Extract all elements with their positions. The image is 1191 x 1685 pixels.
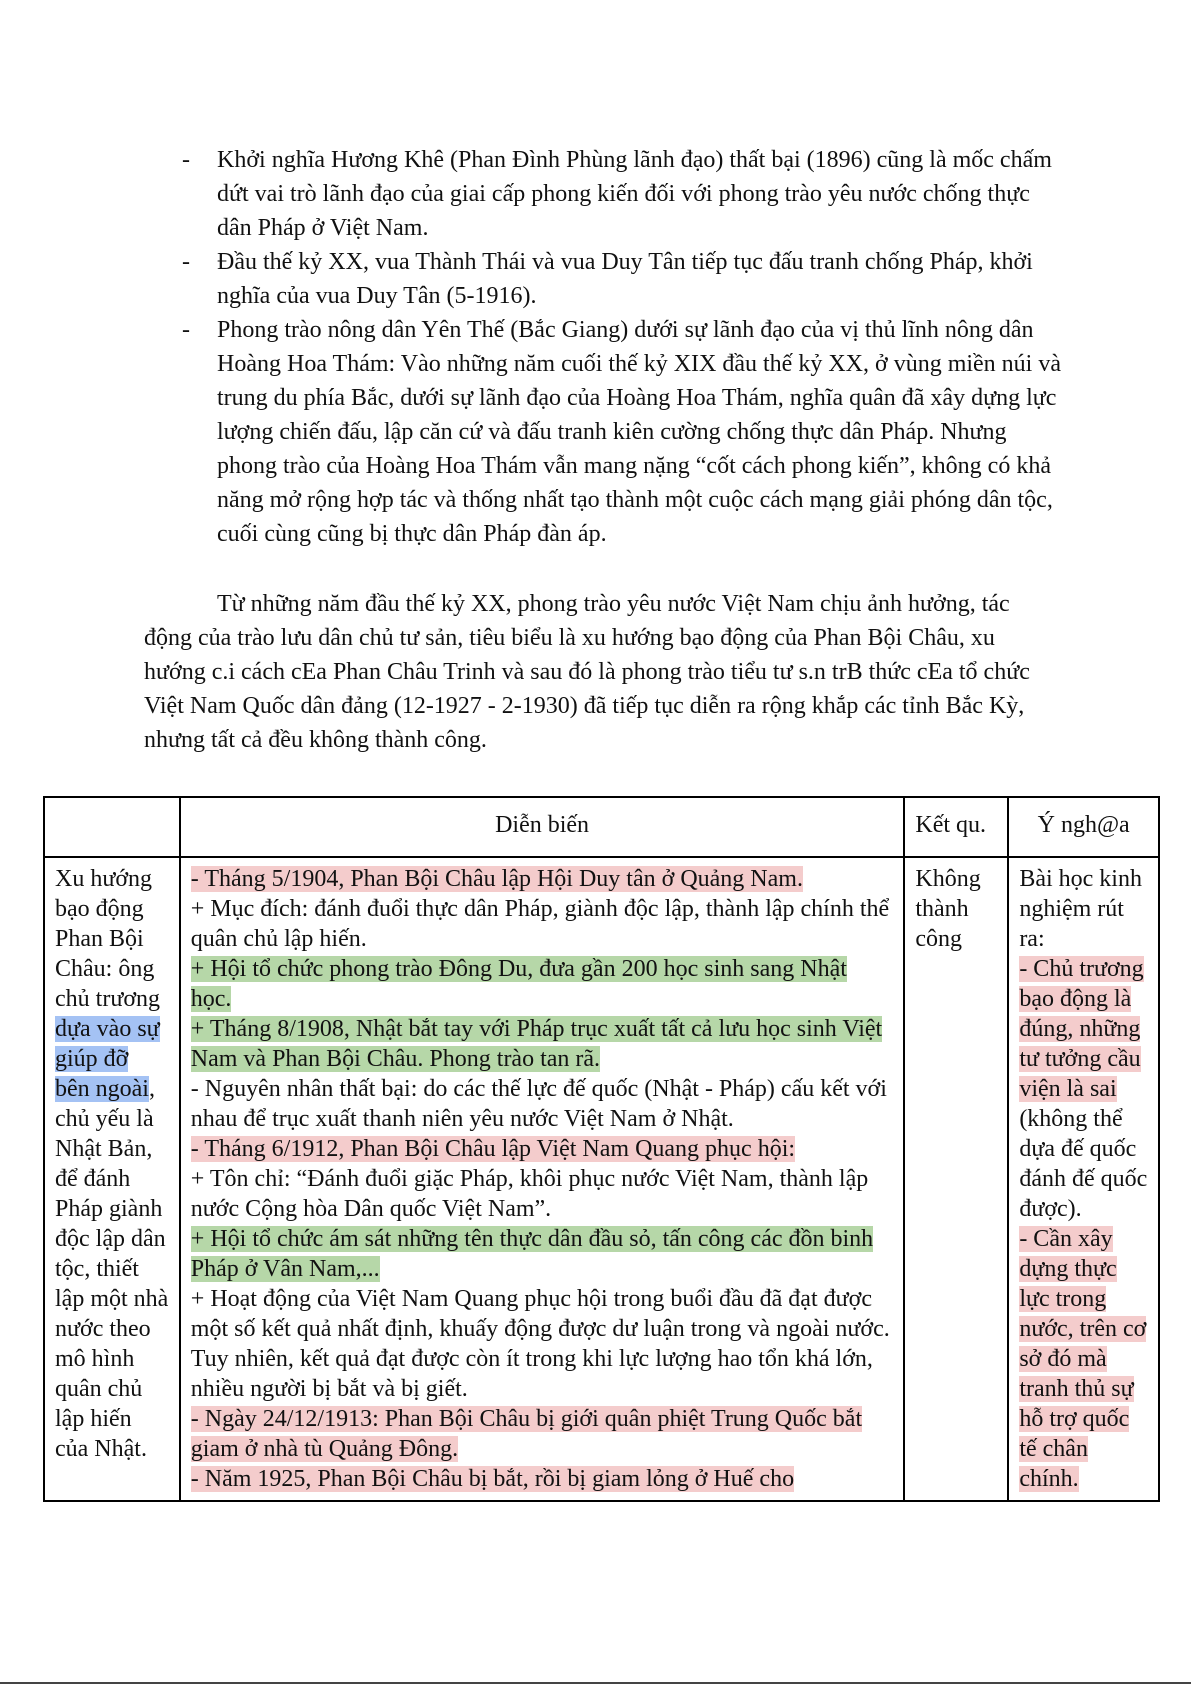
event-line: - Tháng 5/1904, Phan Bội Châu lập Hội Duy tân ở Quảng Nam. [190, 866, 803, 892]
event-line: + Hội tổ chức phong trào Đông Du, đưa gần 200 học sinh sang Nhật học. [190, 956, 847, 1012]
event-line: + Hoạt động của Việt Nam Quang phục hội trong buổi đầu đã đạt được một số kết quả nhất định, khuấy động được dư luận trong và ngoài nước. Tuy nhiên, kết quả đạt được còn ít trong khi lực lượng hao tổn khá lớn, nhiều người bị bắt và bị giết. [190, 1286, 890, 1402]
trend-text-end: , chủ yếu là Nhật Bản, để đánh Pháp giành độc lập dân tộc, thiết lập một nhà nước theo mô hình quân chủ lập hiến của Nhật. [55, 1076, 169, 1462]
bullet-item: - Phong trào nông dân Yên Thế (Bắc Giang) dưới sự lãnh đạo của vị thủ lĩnh nông dân Hoàng Hoa Thám: Vào những năm cuối thế kỷ XIX đầu thế kỷ XX, ở vùng miền núi và trung du phía Bắc, dưới sự lãnh đạo của Hoàng Hoa Thám, nghĩa quân đã xây dựng lực lượng chiến đấu, lập căn cứ và đấu tranh kiên cường chống thực dân Pháp. Nhưng phong trào của Hoàng Hoa Thám vẫn mang nặng “cốt cách phong kiến”, không có khả năng mở rộng hợp tác và thống nhất tạo thành một cuộc cách mạng giải phóng dân tộc, cuối cùng cũng bị thực dân Pháp đàn áp. [182, 313, 1062, 551]
meaning-intro: Bài học kinh nghiệm rút ra: [1019, 866, 1142, 952]
event-line: - Ngày 24/12/1913: Phan Bội Châu bị giới quân phiệt Trung Quốc bắt giam ở nhà tù Quảng Đông. [190, 1406, 863, 1462]
page-bottom-edge [0, 1682, 1191, 1684]
trend-selected-text[interactable]: dựa vào sự giúp đỡ bên ngoài [55, 1016, 160, 1102]
event-line: - Nguyên nhân thất bại: do các thế lực đế quốc (Nhật - Pháp) cấu kết với nhau để trục xuất thanh niên yêu nước Việt Nam ở Nhật. [190, 1076, 887, 1132]
bullet-list [182, 143, 1062, 551]
header-cell-empty [44, 797, 180, 857]
body-paragraph: Từ những năm đầu thế kỷ XX, phong trào yêu nước Việt Nam chịu ảnh hưởng, tác động của trào lưu dân chủ tư sản, tiêu biểu là xu hướng bạo động của Phan Bội Châu, xu hướng c.i cách cEa Phan Châu Trinh và sau đó là phong trào tiểu tư s.n trB thức cEa tổ chức Việt Nam Quốc dân đảng (12-1927 - 2-1930) đã tiếp tục diễn ra rộng khắp các tỉnh Bắc Kỳ, nhưng tất cả đều không thành công. [144, 591, 1030, 753]
meaning-cell [1008, 857, 1159, 1501]
header-dien-bien: Diễn biến [180, 797, 905, 857]
event-line: + Tôn chỉ: “Đánh đuổi giặc Pháp, khôi phục nước Việt Nam, thành lập nước Cộng hòa Dân quốc Việt Nam”. [190, 1166, 869, 1222]
event-line: + Hội tổ chức ám sát những tên thực dân đầu sỏ, tấn công các đồn binh Pháp ở Vân Nam,... [190, 1226, 874, 1282]
event-line: + Tháng 8/1908, Nhật bắt tay với Pháp trục xuất tất cả lưu học sinh Việt Nam và Phan Bội Châu. Phong trào tan rã. [190, 1016, 883, 1072]
header-y-nghia: Ý ngh@a [1008, 797, 1159, 857]
history-table [43, 796, 1160, 1502]
events-cell [180, 857, 905, 1501]
meaning-middle: (không thể dựa đế quốc đánh đế quốc được). [1019, 1106, 1148, 1222]
trend-cell [44, 857, 180, 1501]
event-line: - Tháng 6/1912, Phan Bội Châu lập Việt Nam Quang phục hội: [190, 1136, 796, 1162]
bullet-item: - Khởi nghĩa Hương Khê (Phan Đình Phùng lãnh đạo) thất bại (1896) cũng là mốc chấm dứt vai trò lãnh đạo của giai cấp phong kiến đối với phong trào yêu nước chống thực dân Pháp ở Việt Nam. [182, 143, 1062, 245]
table-row [44, 857, 1159, 1501]
meaning-point-1: - Chủ trương bạo động là đúng, những tư tưởng cầu viện là sai [1019, 956, 1144, 1102]
result-cell: Không thành công [904, 857, 1008, 1501]
meaning-point-2: - Cần xây dựng thực lực trong nước, trên cơ sở đó mà tranh thủ sự hỗ trợ quốc tế chân chính. [1019, 1226, 1147, 1492]
event-line: + Mục đích: đánh đuổi thực dân Pháp, giành độc lập, thành lập chính thể quân chủ lập hiến. [190, 896, 890, 952]
header-ket-qua: Kết qu. [904, 797, 1008, 857]
event-line: - Năm 1925, Phan Bội Châu bị bắt, rồi bị giam lỏng ở Huế cho [190, 1466, 795, 1492]
table-header-row [44, 797, 1159, 857]
bullet-item: - Đầu thế kỷ XX, vua Thành Thái và vua Duy Tân tiếp tục đấu tranh chống Pháp, khởi nghĩa của vua Duy Tân (5-1916). [182, 245, 1062, 313]
trend-text: Xu hướng bạo động Phan Bội Châu: ông chủ trương [55, 866, 161, 1012]
